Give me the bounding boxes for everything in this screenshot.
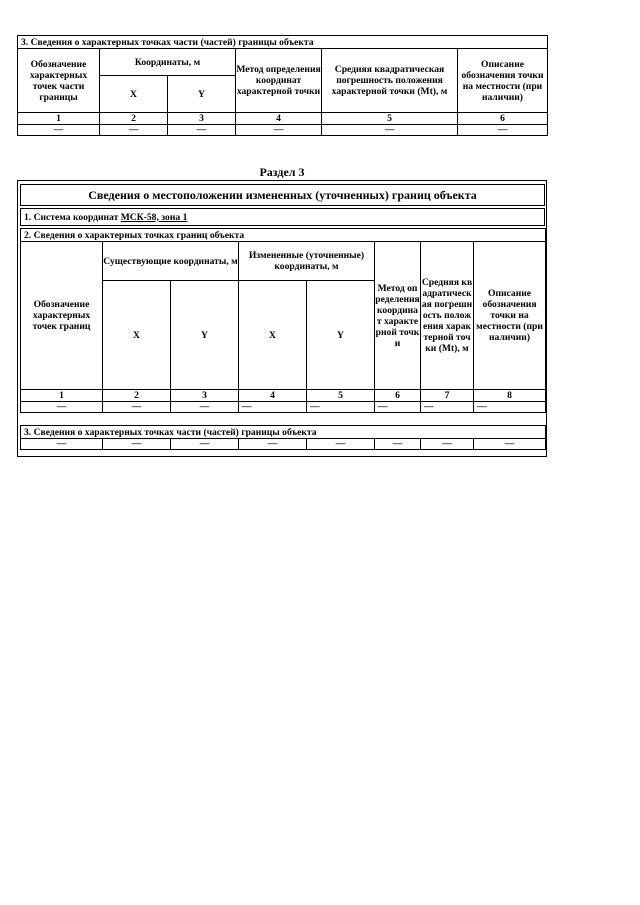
col-changed-x: X	[239, 281, 307, 390]
table-cell: —	[171, 402, 239, 413]
col-number: 7	[421, 390, 474, 402]
table-cell: —	[375, 439, 421, 450]
col-number: 3	[168, 113, 236, 125]
table-cell: —	[103, 402, 171, 413]
col-number: 4	[236, 113, 322, 125]
table-heading: 3. Сведения о характерных точках части (частей) границы объекта	[21, 426, 546, 439]
table-cell: —	[21, 439, 103, 450]
col-number: 8	[474, 390, 546, 402]
table-row	[18, 125, 548, 136]
table-cell: —	[421, 439, 474, 450]
col-x: X	[100, 76, 168, 113]
col-number: 6	[375, 390, 421, 402]
table-cell: —	[171, 439, 239, 450]
table-heading: 2. Сведения о характерных точках границ объекта	[21, 229, 546, 242]
col-number: 1	[18, 113, 100, 125]
col-method: Метод определения координат характерной точки	[375, 242, 421, 390]
col-point-designation: Обозначение характерных точек границ	[21, 242, 103, 390]
coord-system-label: 1. Система координат	[24, 211, 119, 223]
col-number: 6	[458, 113, 548, 125]
col-method: Метод определения координат характерной точки	[236, 49, 322, 113]
col-description: Описание обозначения точки на местности (при наличии)	[474, 242, 546, 390]
col-number: 5	[307, 390, 375, 402]
part-points-table	[20, 425, 546, 450]
col-number: 4	[239, 390, 307, 402]
table-cell: —	[474, 439, 546, 450]
table-cell: —	[103, 439, 171, 450]
table-cell: —	[168, 125, 236, 136]
table-cell: —	[18, 125, 100, 136]
col-existing-coords: Существующие координаты, м	[103, 242, 239, 281]
characteristic-points-part-table	[17, 35, 548, 136]
section-title-table	[20, 184, 545, 206]
table-heading: 3. Сведения о характерных точках части (частей) границы объекта	[18, 36, 548, 49]
col-number: 5	[322, 113, 458, 125]
section-heading: Раздел 3	[259, 165, 305, 179]
col-point-designation: Обозначение характерных точек части границы	[18, 49, 100, 113]
col-coordinates: Координаты, м	[100, 49, 236, 76]
table-cell: —	[239, 402, 307, 413]
col-number: 2	[100, 113, 168, 125]
col-existing-x: X	[103, 281, 171, 390]
coord-system-value: МСК-58, зона 1	[120, 211, 188, 223]
col-number: 3	[171, 390, 239, 402]
section-title: Сведения о местоположении измененных (уточненных) границ объекта	[21, 185, 545, 206]
section-3-box	[17, 180, 547, 457]
col-accuracy: Средняя квадратическая погрешность положения характерной точки (Mt), м	[322, 49, 458, 113]
table-cell: —	[375, 402, 421, 413]
table-cell: —	[458, 125, 548, 136]
col-number: 2	[103, 390, 171, 402]
table-cell: —	[307, 402, 375, 413]
table-cell: —	[21, 402, 103, 413]
coord-system-table	[20, 208, 545, 226]
col-changed-coords: Измененные (уточненные) координаты, м	[239, 242, 375, 281]
table-cell: —	[236, 125, 322, 136]
table-cell: —	[474, 402, 546, 413]
table-row	[21, 439, 546, 450]
col-y: Y	[168, 76, 236, 113]
table-row	[21, 402, 546, 413]
col-accuracy: Средняя квадратическая погрешность положения характерной точки (Mt), м	[421, 242, 474, 390]
col-existing-y: Y	[171, 281, 239, 390]
table-cell: —	[307, 439, 375, 450]
table-cell: —	[100, 125, 168, 136]
col-changed-y: Y	[307, 281, 375, 390]
table-cell: —	[239, 439, 307, 450]
table-cell: —	[421, 402, 474, 413]
col-number: 1	[21, 390, 103, 402]
col-description: Описание обозначения точки на местности (при наличии)	[458, 49, 548, 113]
table-cell: —	[322, 125, 458, 136]
characteristic-points-table	[20, 228, 546, 413]
coord-system-row	[21, 209, 545, 226]
